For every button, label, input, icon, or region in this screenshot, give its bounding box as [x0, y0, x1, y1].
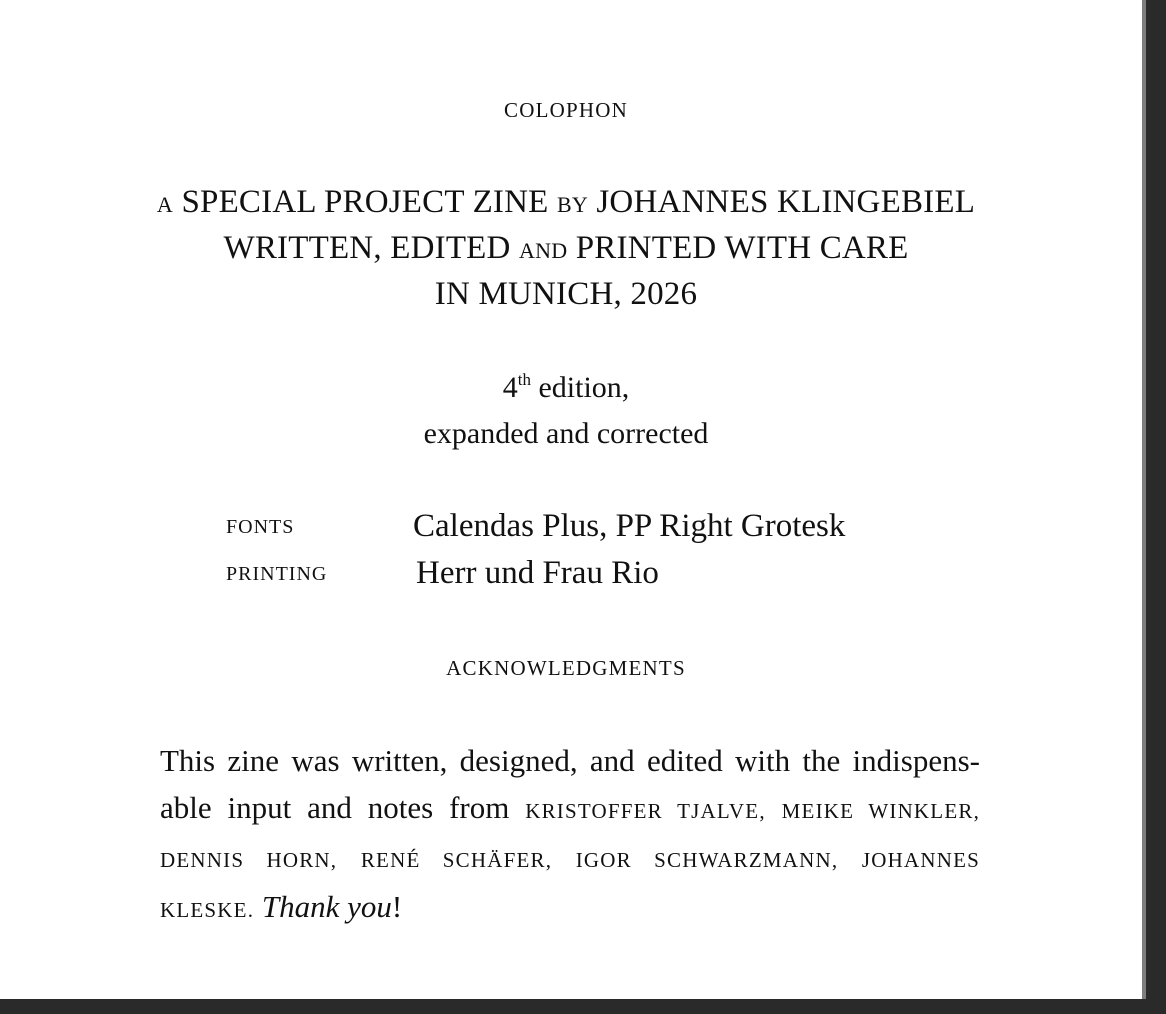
edition-line-1 [0, 365, 1132, 411]
title-line-3: IN MUNICH, 2026 [434, 276, 698, 312]
colophon-heading: COLOPHON [504, 98, 628, 122]
ack-line-1: This zine was written, designed, and edited with the indispens- [160, 743, 980, 778]
page-edge [1142, 0, 1146, 999]
ack-name: JOHANNES [861, 848, 981, 872]
ack-name: IGOR SCHWARZMANN, [575, 848, 839, 872]
ack-line-2 [160, 785, 980, 835]
title-author: JOHANNES KLINGEBIEL [596, 184, 976, 220]
title-written: WRITTEN, EDITED [223, 230, 511, 266]
ack-thanks: Thank you [261, 888, 392, 924]
meta-value-fonts: Calendas Plus, PP Right Grotesk [413, 508, 846, 544]
ack-name: DENNIS HORN, [160, 848, 338, 872]
title-line-2 [0, 225, 1132, 274]
acknowledgments-heading: ACKNOWLEDGMENTS [446, 656, 686, 680]
title-printed: PRINTED WITH CARE [575, 230, 909, 266]
title-main: SPECIAL PROJECT ZINE [181, 184, 549, 220]
edition-suffix: th [517, 370, 531, 389]
ack-name: MEIKE WINKLER, [781, 798, 981, 823]
ack-name: KLESKE. [160, 897, 255, 922]
edition-line-2: expanded and corrected [423, 417, 709, 450]
meta-label-printing: PRINTING [226, 563, 328, 585]
edition-number: 4 [502, 371, 518, 404]
ack-line-4 [160, 884, 980, 934]
ack-line-2-text: able input and notes from [160, 789, 510, 825]
meta-value-printing: Herr und Frau Rio [416, 555, 659, 591]
acknowledgments-paragraph [160, 738, 980, 933]
title-small-and: AND [519, 238, 568, 263]
ack-name: KRISTOFFER TJALVE, [525, 798, 766, 823]
edition-label: edition, [538, 371, 630, 404]
ack-name: RENÉ SCHÄFER, [360, 848, 553, 872]
title-small-a: A [156, 192, 174, 217]
ack-thanks-end: ! [391, 888, 403, 924]
title-line-1 [0, 179, 1132, 228]
title-small-by: BY [556, 192, 588, 217]
meta-label-fonts: FONTS [226, 516, 295, 538]
ack-line-3 [160, 834, 980, 884]
